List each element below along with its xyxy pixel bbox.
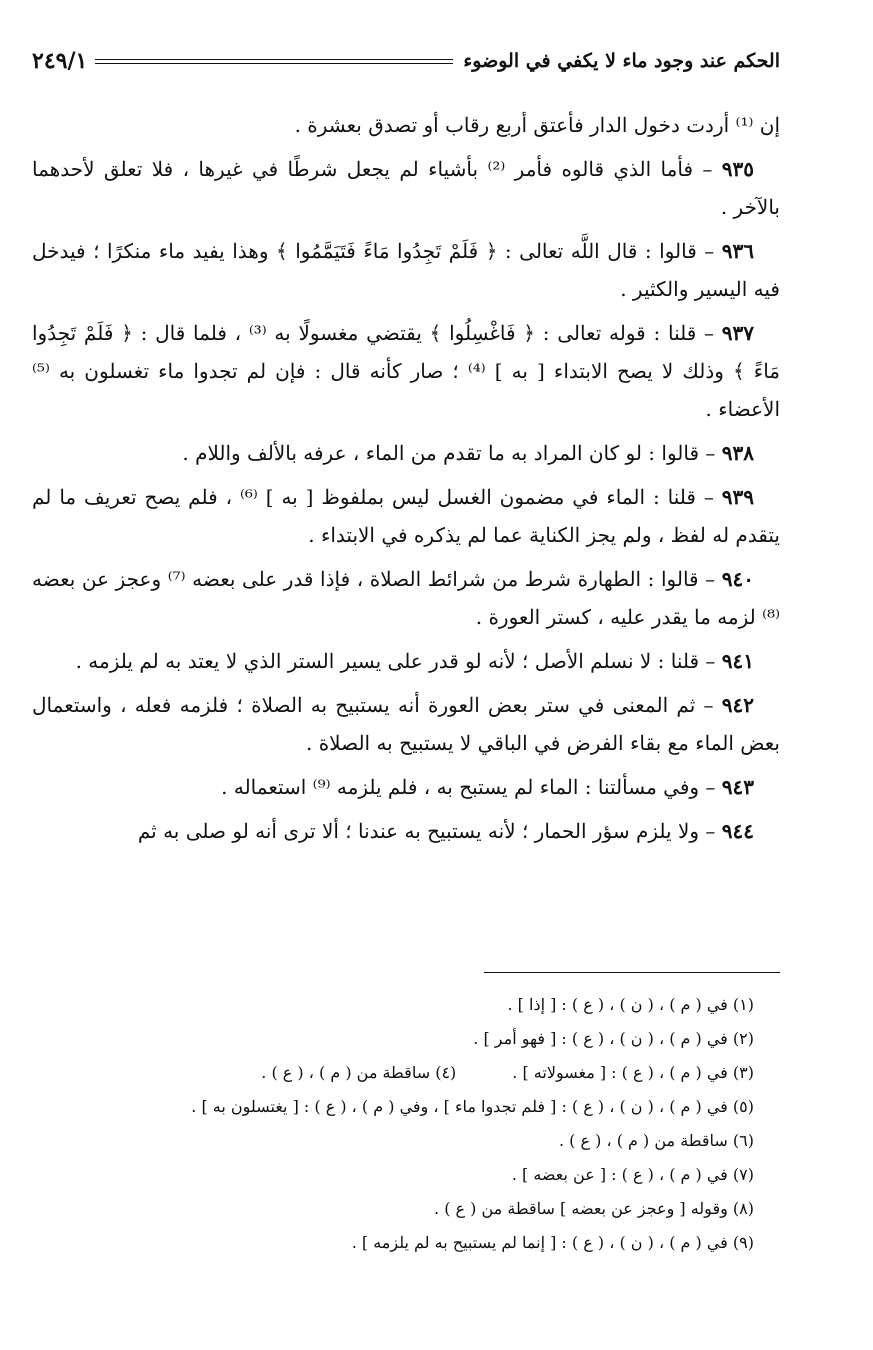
- paragraph-text: – قلنا : الماء في مضمون الغسل ليس بملفوظ [ به ] ⁽⁶⁾ ، فلم يصح تعريف ما لم يتقدم له لفظ ، ولم يجز الكناية عما لم يذكره في الابتداء .: [32, 485, 780, 547]
- book-page: [32, 30, 780, 1320]
- paragraph: [32, 768, 780, 806]
- footnote: (٦) ساقطة من ( م ) ، ( ع ) .: [559, 1131, 754, 1150]
- paragraph: [32, 686, 780, 762]
- footnote: (٧) في ( م ) ، ( ع ) : [ عن بعضه ] .: [511, 1165, 754, 1184]
- footnote: (٨) وقوله [ وعجز عن بعضه ] ساقطة من ( ع ) .: [434, 1199, 754, 1218]
- paragraph-text: – قالوا : قال اللَّه تعالى : ﴿ فَلَمْ تَجِدُوا مَاءً فَتَيَمَّمُوا ﴾ وهذا يفيد ماء منكرًا ؛ فيدخل فيه اليسير والكثير .: [32, 239, 780, 301]
- paragraph-number: ٩٤٢: [721, 693, 754, 717]
- paragraph-number: ٩٤١: [721, 649, 754, 673]
- footnote: (٤) ساقطة من ( م ) ، ( ع ) .: [261, 1063, 457, 1082]
- paragraph-number: ٩٣٨: [721, 441, 754, 465]
- footnote: (٣) في ( م ) ، ( ع ) : [ مغسولاته ] .: [512, 1063, 754, 1082]
- paragraph-text: – قالوا : الطهارة شرط من شرائط الصلاة ، فإذا قدر على بعضه ⁽⁷⁾ وعجز عن بعضه ⁽⁸⁾ لزمه ما يقدر عليه ، كستر العورة .: [32, 567, 780, 629]
- paragraph-number: ٩٣٧: [721, 321, 755, 345]
- footnote: (٢) في ( م ) ، ( ن ) ، ( ع ) : [ فهو أمر ] .: [473, 1029, 754, 1048]
- paragraph: [32, 434, 780, 472]
- header-rule: [95, 59, 453, 64]
- paragraph-text: – ثم المعنى في ستر بعض العورة أنه يستبيح به الصلاة ؛ فلزمه فعله ، واستعمال بعض الماء مع بقاء الفرض في الباقي لا يستبيح به الصلاة .: [32, 693, 780, 755]
- paragraph-text: – قلنا : لا نسلم الأصل ؛ لأنه لو قدر على يسير الستر الذي لا يعتد به لم يلزمه .: [75, 649, 716, 673]
- paragraph-text: – ولا يلزم سؤر الحمار ؛ لأنه يستبيح به عندنا ؛ ألا ترى أنه لو صلى به ثم: [137, 819, 716, 843]
- page-header: [32, 44, 780, 78]
- paragraph: [32, 106, 780, 144]
- running-title: الحكم عند وجود ماء لا يكفي في الوضوء: [463, 50, 780, 72]
- paragraph: [32, 232, 780, 308]
- paragraph: [32, 478, 780, 554]
- paragraph-text: – قالوا : لو كان المراد به ما تقدم من الماء ، عرفه بالألف واللام .: [182, 441, 716, 465]
- footnote-row: [32, 1056, 754, 1090]
- page-number: ٢٤٩/١: [32, 48, 88, 74]
- paragraph-number: ٩٣٥: [721, 157, 754, 181]
- footnote: (٩) في ( م ) ، ( ن ) ، ( ع ) : [ إنما لم يستبيح به لم يلزمه ] .: [351, 1233, 754, 1252]
- footnotes: [32, 988, 780, 1260]
- footnote: (١) في ( م ) ، ( ن ) ، ( ع ) : [ إذا ] .: [507, 995, 754, 1014]
- paragraph: [32, 560, 780, 636]
- main-text: [32, 106, 780, 856]
- paragraph: [32, 150, 780, 226]
- paragraph-number: ٩٣٦: [721, 239, 754, 263]
- paragraph-number: ٩٤٤: [721, 819, 754, 843]
- paragraph: [32, 314, 780, 428]
- paragraph: [32, 812, 780, 850]
- footnote: (٥) في ( م ) ، ( ن ) ، ( ع ) : [ فلم تجدوا ماء ] ، وفي ( م ) ، ( ع ) : [ يغتسلون به ] .: [191, 1097, 754, 1116]
- paragraph-number: ٩٣٩: [721, 485, 755, 509]
- paragraph: [32, 642, 780, 680]
- footnote-separator: [484, 972, 780, 973]
- paragraph-text: – فأما الذي قالوه فأمر ⁽²⁾ بأشياء لم يجعل شرطًا في غيرها ، فلا تعلق لأحدهما بالآخر .: [32, 157, 780, 219]
- paragraph-number: ٩٤٠: [721, 567, 754, 591]
- paragraph-number: ٩٤٣: [721, 775, 754, 799]
- paragraph-text: إن ⁽¹⁾ أردت دخول الدار فأعتق أربع رقاب أو تصدق بعشرة .: [294, 113, 780, 137]
- paragraph-text: – وفي مسألتنا : الماء لم يستبح به ، فلم يلزمه ⁽⁹⁾ استعماله .: [221, 775, 716, 799]
- paragraph-text: – قلنا : قوله تعالى : ﴿ فَاغْسِلُوا ﴾ يقتضي مغسولًا به ⁽³⁾ ، فلما قال : ﴿ فَلَمْ تَجِدُوا مَاءً ﴾ وذلك لا يصح الابتداء [ به ] ⁽⁴⁾ ؛ صار كأنه قال : فإن لم تجدوا ماء تغسلون به ⁽⁵⁾ الأعضاء .: [32, 321, 780, 421]
